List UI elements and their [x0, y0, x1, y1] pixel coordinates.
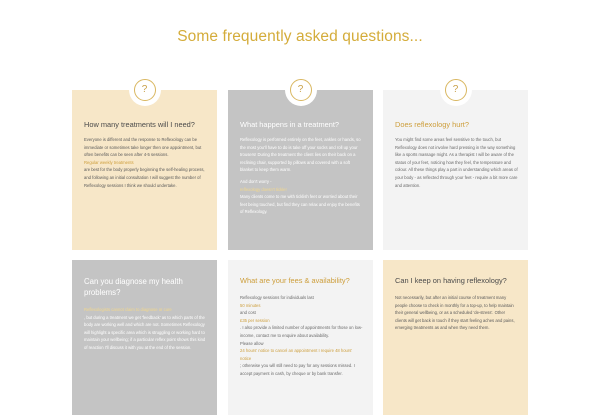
card-text: . I also provide a limited number of appointments for those on low-income, contact me to enquire about availability.	[240, 325, 363, 338]
card-text: Everyone is different and the response to Reflexology can be immediate or sometimes take longer then one appointment, but often benefits can be seen after 4-5 sessions.	[84, 137, 202, 158]
faq-card-diagnose	[72, 260, 217, 415]
card-text: Many clients come to me with ticklish feet or worried about their feet being touched, but find they can relax and enjoy the benefits of Reflexology.	[240, 194, 360, 215]
faq-card-treatments	[72, 84, 217, 250]
card-text: Not necessarily, but after an initial course of treatment many people choose to check in monthly for a top-up, to help maintain their general wellbeing, or as a scheduled 'de-stress'. Other clients will get back in touch if they start feeling aches and pains, emerging treatments as and when they need them.	[395, 295, 515, 331]
card-heading: How many treatments will I need?	[84, 120, 195, 129]
card-text: Please allow	[240, 340, 264, 346]
card-text: Reflexology is performed entirely on the feet, ankles or hands, so the most you'll have to do is take off your socks and roll up your trousers! During the treatment the client lies on their back on a reclining chair, supported by pillows and covered with a soft blanket to keep them warm.	[240, 137, 361, 173]
card-highlight: £35 per session	[240, 317, 270, 323]
card-highlight: 24 hours' notice to cancel an appointment I require 48 hours' notice	[240, 348, 353, 361]
card-highlight: Reflexologists cannot claim to diagnose or cure	[84, 307, 172, 312]
card-text: are best for the body properly beginning the self-healing process, and following an initial consultation I will suggest the number of Reflexology sessions I think we should undertake.	[84, 167, 205, 188]
question-mark-icon: ?	[445, 79, 467, 101]
faq-card-keep-having	[383, 260, 528, 415]
badge	[285, 74, 317, 106]
badge	[129, 74, 161, 106]
page-title: Some frequently asked questions...	[177, 28, 423, 45]
card-heading: Can you diagnose my health problems?	[84, 277, 183, 297]
card-highlight: Regular weekly treatments	[84, 159, 134, 165]
question-mark-icon: ?	[134, 79, 156, 101]
card-text: You might find some areas feel sensitive to the touch, but Reflexology does not involve hard pressing in the way something like a sports massage might. As a therapist I will be aware of the status of your feet, noticing how they feel, the temperature and colour. All these things play a part in understanding which areas of your body - as reflected through your feet - require a bit more care and attention.	[395, 137, 518, 188]
card-text: , but during a treatment we get 'feedback' as to which parts of the body are working well and which are not. Sometimes Reflexology will highlight a specific area which is struggling or working hard to maintain your wellbeing; if a particular reflex point shows this kind of reaction I'll discuss it with you at the end of the session.	[84, 314, 206, 350]
badge	[440, 74, 472, 106]
card-heading: Does reflexology hurt?	[395, 120, 469, 129]
question-mark-icon: ?	[290, 79, 312, 101]
card-text: Reflexology sessions for individuals last	[240, 295, 314, 300]
card-highlight: 50 minutes	[240, 302, 261, 308]
faq-card-fees	[228, 260, 373, 415]
faq-card-what-happens	[228, 84, 373, 250]
faq-card-does-it-hurt	[383, 84, 528, 250]
card-text: and cost	[240, 310, 256, 316]
card-text: And don't worry -	[240, 178, 272, 184]
card-heading: What are your fees & availability?	[240, 276, 350, 285]
card-heading: Can I keep on having reflexology?	[395, 276, 507, 285]
card-text: ; otherwise you will still need to pay for any sessions missed. I accept payment in cash, by cheque or by bank transfer.	[240, 363, 355, 376]
card-heading: What happens in a treatment?	[240, 120, 340, 129]
card-highlight: reflexology doesn't tickle!	[240, 186, 287, 192]
